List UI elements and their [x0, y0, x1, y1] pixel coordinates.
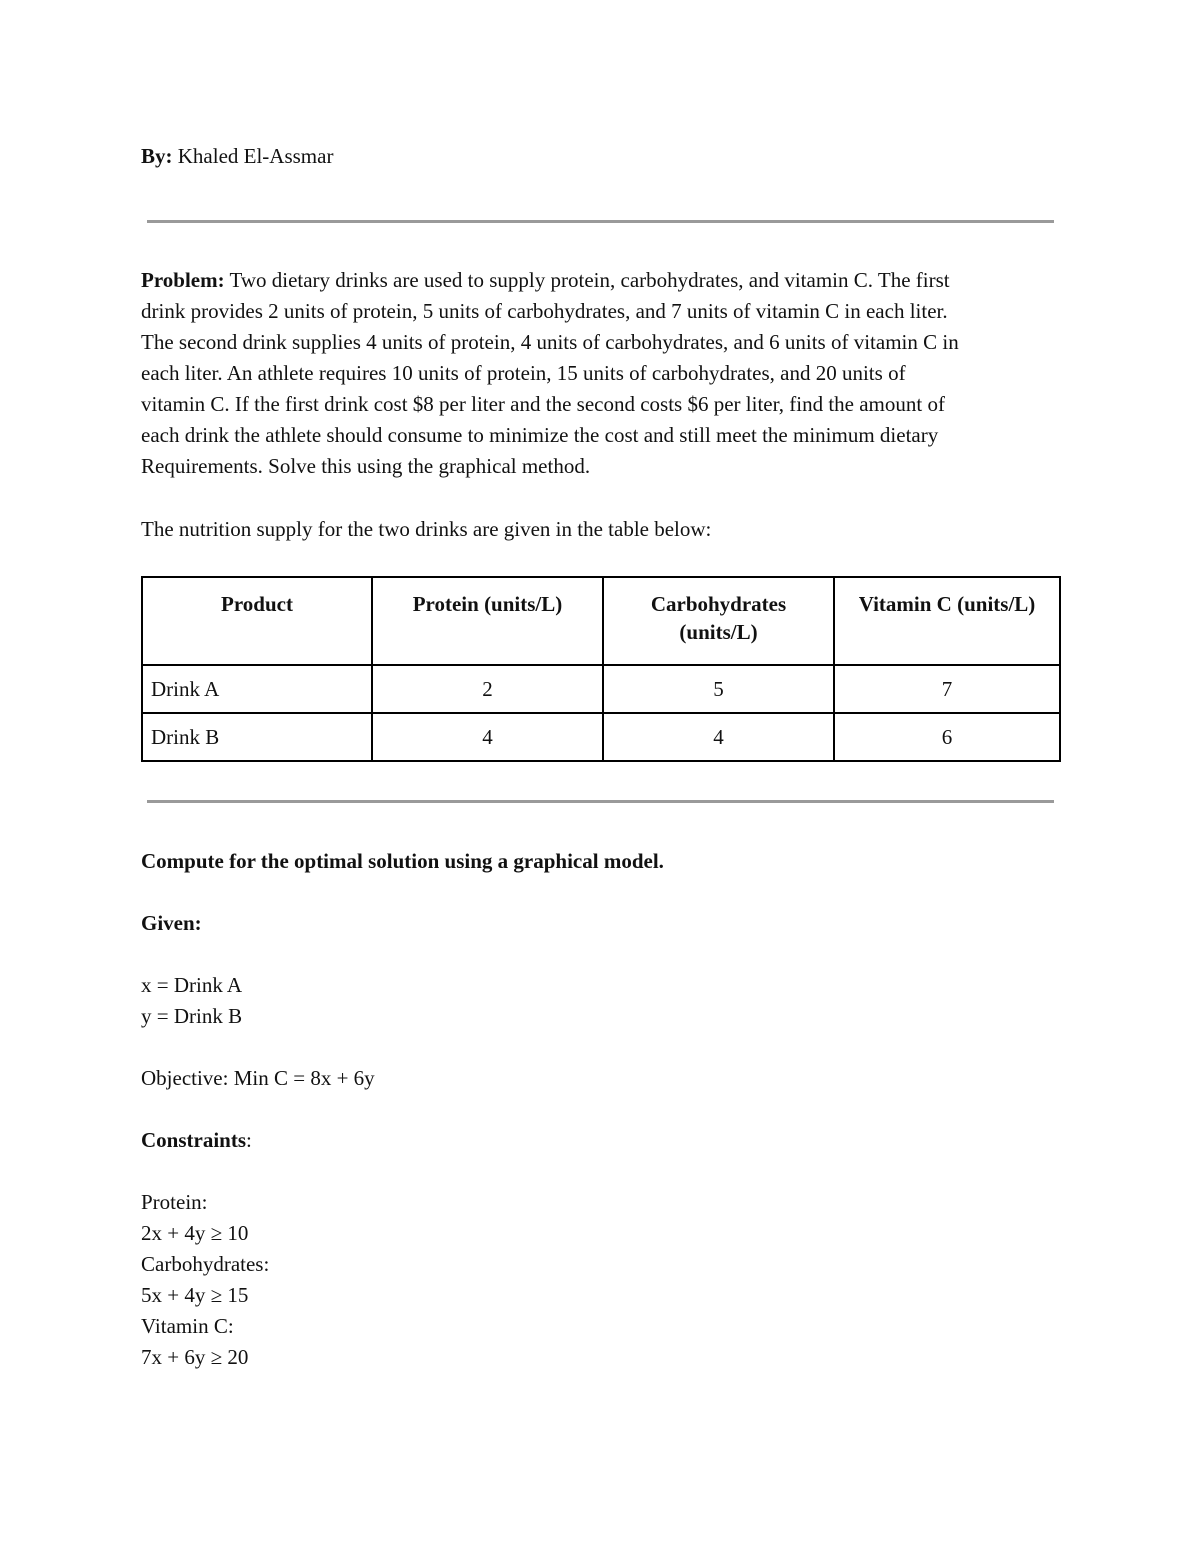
author-name: Khaled El-Assmar	[177, 144, 334, 168]
compute-heading: Compute for the optimal solution using a graphical model.	[141, 849, 664, 873]
constraint-line: Protein:	[141, 1190, 208, 1214]
constraint-line: Vitamin C:	[141, 1314, 234, 1338]
table-cell: 5	[603, 665, 834, 713]
nutrition-table	[141, 576, 1061, 762]
header-vitamin-c: Vitamin C (units/L)	[834, 577, 1060, 665]
constraints-label: Constraints	[141, 1128, 247, 1152]
constraints-list	[141, 1187, 1061, 1373]
header-protein: Protein (units/L)	[372, 577, 603, 665]
constraint-line: 5x + 4y ≥ 15	[141, 1283, 249, 1307]
table-cell: Drink B	[142, 713, 372, 761]
header-product: Product	[142, 577, 372, 665]
table-row	[142, 665, 1060, 713]
problem-line: each drink the athlete should consume to minimize the cost and still meet the minimum dietary	[141, 423, 939, 447]
table-cell: 6	[834, 713, 1060, 761]
problem-line: The second drink supplies 4 units of protein, 4 units of carbohydrates, and 6 units of vitamin C in	[141, 330, 959, 354]
problem-label: Problem:	[141, 268, 225, 292]
constraints-heading	[141, 1125, 1061, 1156]
table-cell: Drink A	[142, 665, 372, 713]
constraint-line: 7x + 6y ≥ 20	[141, 1345, 249, 1369]
problem-paragraph	[141, 265, 1061, 482]
constraint-line: Carbohydrates:	[141, 1252, 270, 1276]
problem-line: each liter. An athlete requires 10 units of protein, 15 units of carbohydrates, and 20 units of	[141, 361, 906, 385]
header-carbohydrates: Carbohydrates (units/L)	[603, 577, 834, 665]
given-definitions	[141, 970, 1061, 1032]
problem-line: vitamin C. If the first drink cost $8 per liter and the second costs $6 per liter, find the amount of	[141, 392, 945, 416]
author-line	[141, 141, 1061, 172]
table-cell: 4	[372, 713, 603, 761]
table-row	[142, 713, 1060, 761]
table-cell: 4	[603, 713, 834, 761]
table-cell: 7	[834, 665, 1060, 713]
constraint-line: 2x + 4y ≥ 10	[141, 1221, 249, 1245]
divider-top	[147, 220, 1054, 223]
divider-bottom	[147, 800, 1054, 803]
objective-line: Objective: Min C = 8x + 6y	[141, 1066, 375, 1090]
problem-line: Requirements. Solve this using the graphical method.	[141, 454, 591, 478]
table-cell: 2	[372, 665, 603, 713]
problem-line: drink provides 2 units of protein, 5 units of carbohydrates, and 7 units of vitamin C in each liter.	[141, 299, 948, 323]
given-line: y = Drink B	[141, 1004, 243, 1028]
constraints-colon: :	[246, 1128, 252, 1152]
table-intro: The nutrition supply for the two drinks are given in the table below:	[141, 517, 712, 541]
table-header-row	[142, 577, 1060, 665]
given-label: Given:	[141, 911, 202, 935]
problem-line: Two dietary drinks are used to supply protein, carbohydrates, and vitamin C. The first	[229, 268, 950, 292]
author-label: By:	[141, 144, 173, 168]
given-line: x = Drink A	[141, 973, 243, 997]
